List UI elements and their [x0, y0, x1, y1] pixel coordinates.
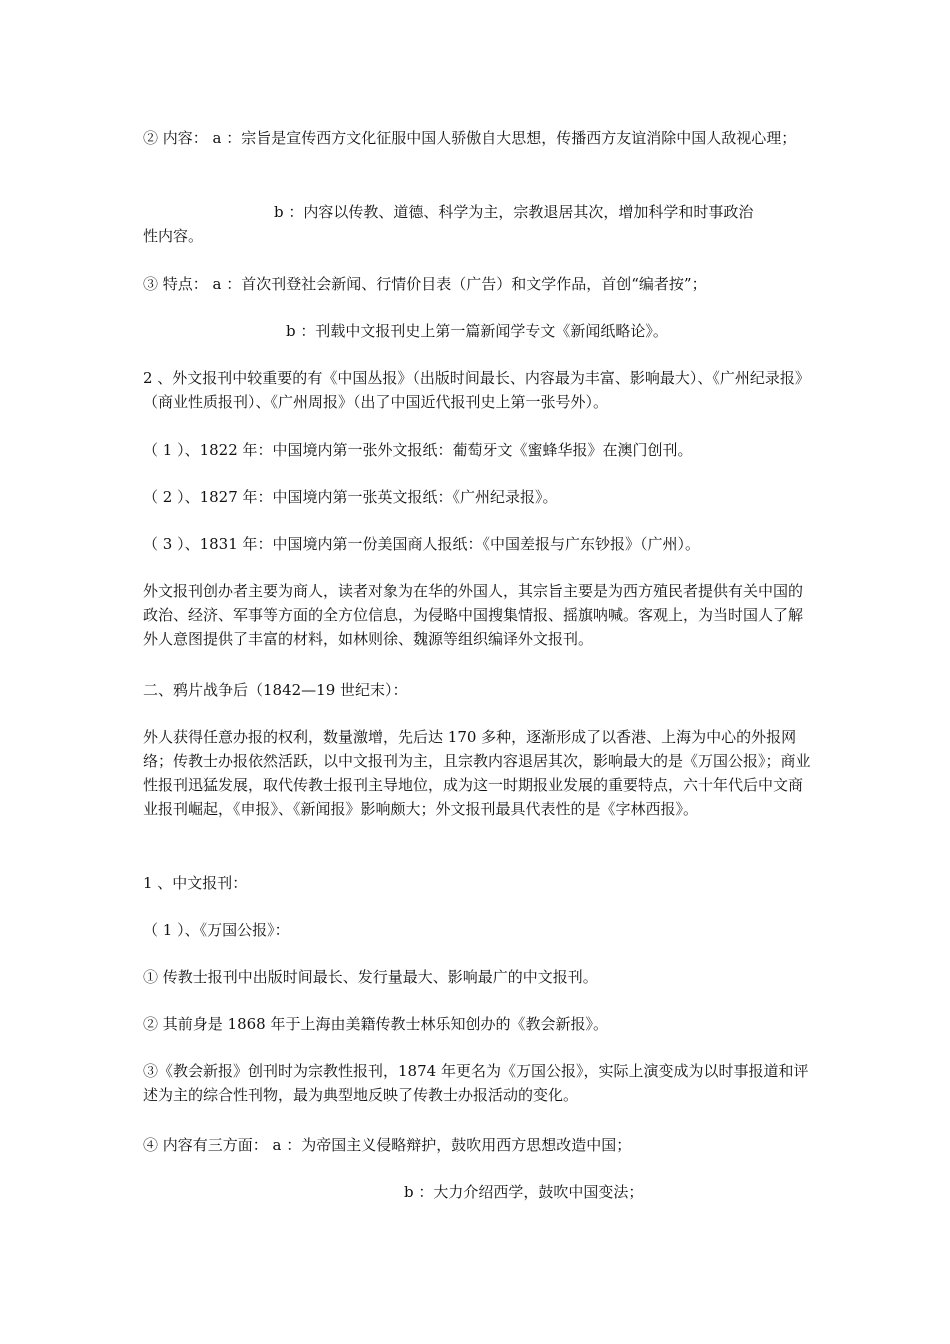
paragraph-1822: （ 1 ）、1822 年：中国境内第一张外文报纸：葡萄牙文《蜜蜂华报》在澳门创刊。 [143, 441, 693, 459]
paragraph-wanguo-1: ① 传教士报刊中出版时间最长、发行量最大、影响最广的中文报刊。 [143, 968, 598, 986]
paragraph-wanguo-3: ③《教会新报》创刊时为宗教性报刊，1874 年更名为《万国公报》，实际上演变成为以时事报道和评述为主的综合性刊物，最为典型地反映了传教士办报活动的变化。 [143, 1062, 809, 1104]
paragraph-wanguo-4a: ④ 内容有三方面： a ：为帝国主义侵略辩护，鼓吹用西方思想改造中国； [143, 1136, 632, 1154]
paragraph-content-a: ② 内容： a ：宗旨是宣传西方文化征服中国人骄傲自大思想，传播西方友谊消除中国人敌视心理； [143, 129, 797, 147]
paragraph-1831: （ 3 ）、1831 年：中国境内第一份美国商人报纸：《中国差报与广东钞报》（广州）。 [143, 535, 701, 553]
paragraph-features-a: ③ 特点： a ：首次刊登社会新闻、行情价目表（广告）和文学作品，首创“编者按”； [143, 275, 707, 293]
subheading-wanguo-gongbao: （ 1 ）、《万国公报》： [143, 921, 290, 939]
paragraph-1827: （ 2 ）、1827 年：中国境内第一张英文报纸：《广州纪录报》。 [143, 488, 558, 506]
paragraph-content-b-line1: b ：内容以传教、道德、科学为主，宗教退居其次，增加科学和时事政治 [274, 203, 754, 221]
section-heading-after-opium-war: 二、鸦片战争后（1842—19 世纪末）： [143, 681, 408, 699]
paragraph-foreign-summary: 外文报刊创办者主要为商人，读者对象为在华的外国人，其宗旨主要是为西方殖民者提供有关中国的政治、经济、军事等方面的全方位信息，为侵略中国搜集情报、摇旗呐喊。客观上，为当时国人了解外人意图提供了丰富的材料，如林则徐、魏源等组织编译外文报刊。 [143, 582, 804, 648]
paragraph-foreign-papers: 2 、外文报刊中较重要的有《中国丛报》（出版时间最长、内容最为丰富、影响最大）、《广州纪录报》（商业性质报刊）、《广州周报》（出了中国近代报刊史上第一张号外）。 [143, 369, 810, 411]
paragraph-wanguo-2: ② 其前身是 1868 年于上海由美籍传教士林乐知创办的《教会新报》。 [143, 1015, 608, 1033]
paragraph-after-war-summary: 外人获得任意办报的权利，数量激增，先后达 170 多种，逐渐形成了以香港、上海为中心的外报网络；传教士办报依然活跃，以中文报刊为主，且宗教内容退居其次，影响最大的是《万国公报》；商业性报刊迅猛发展，取代传教士报刊主导地位，成为这一时期报业发展的重要特点，六十年代后中文商业报刊崛起，《申报》、《新闻报》影响颇大；外文报刊最具代表性的是《字林西报》。 [143, 728, 811, 818]
paragraph-features-b: b ：刊载中文报刊史上第一篇新闻学专文《新闻纸略论》。 [286, 322, 668, 340]
subheading-chinese-papers: 1 、中文报刊： [143, 874, 248, 892]
paragraph-content-b-line2: 性内容。 [143, 227, 204, 245]
paragraph-wanguo-4b: b ：大力介绍西学，鼓吹中国变法； [404, 1183, 644, 1201]
paragraph-content-b [143, 200, 815, 248]
